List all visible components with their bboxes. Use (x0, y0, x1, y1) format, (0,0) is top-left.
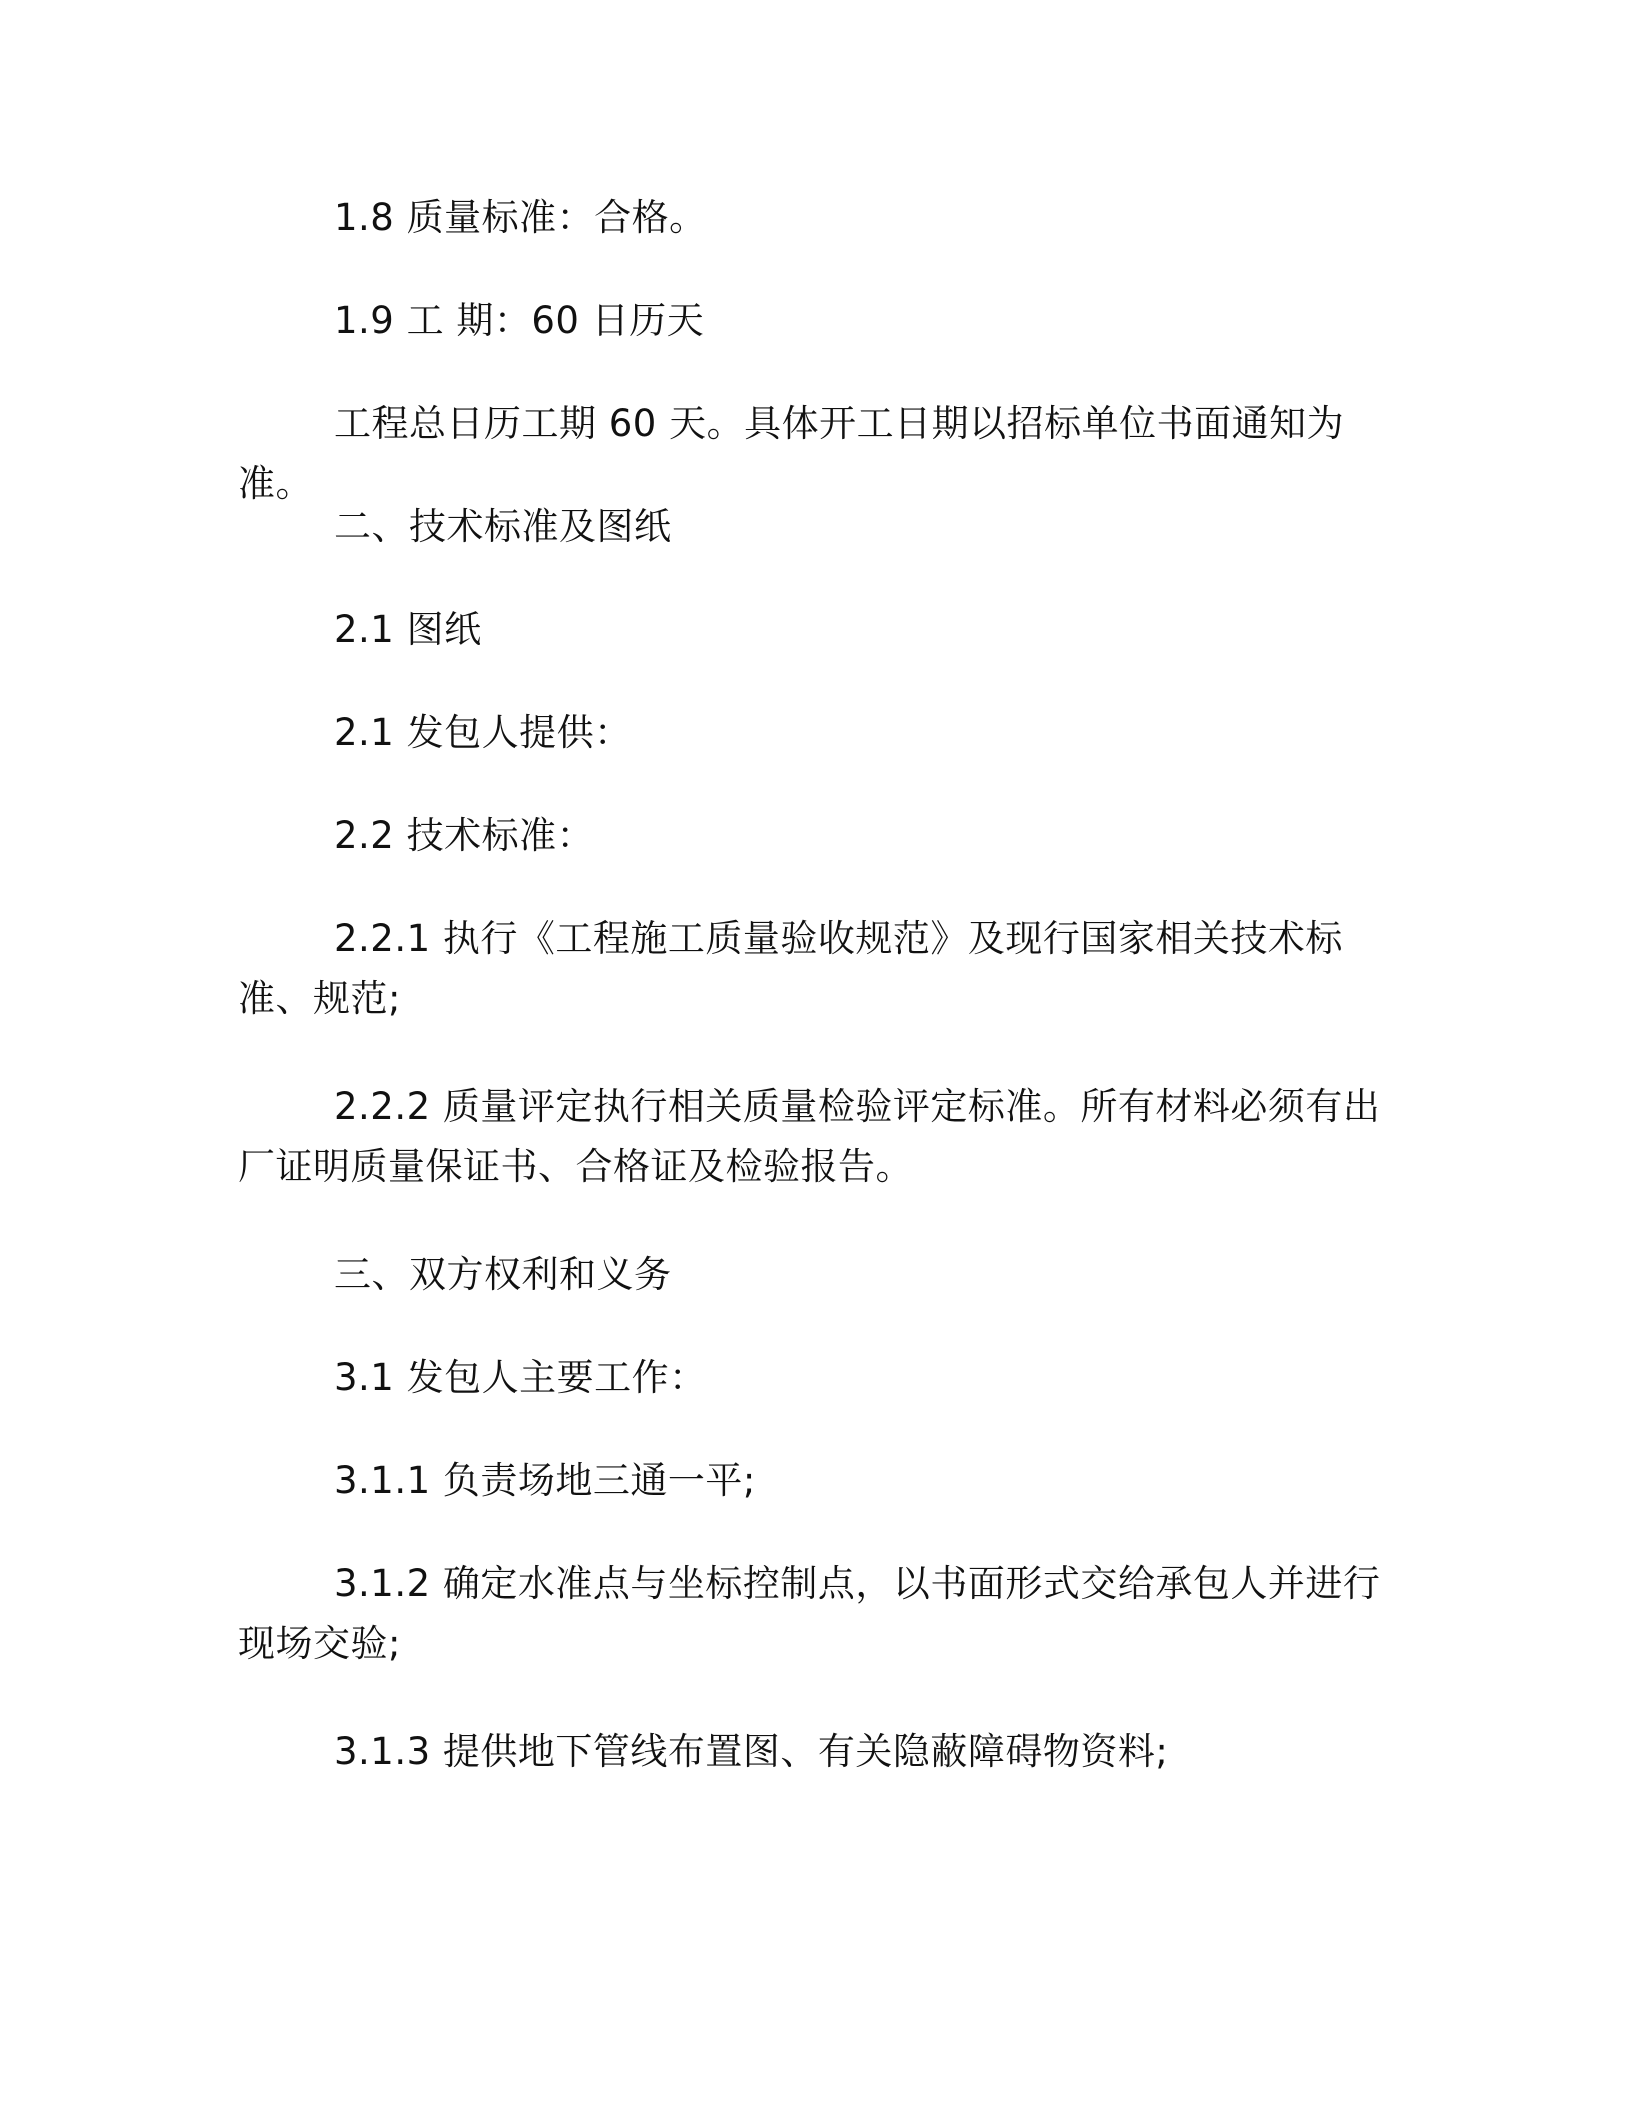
paragraph-3-1-1: 3.1.1 负责场地三通一平; (334, 1459, 756, 1502)
paragraph-employer-provides: 2.1 发包人提供： (334, 711, 632, 754)
paragraph-total-duration: 工程总日历工期 60 天。具体开工日期以招标单位书面通知为准。 (238, 402, 1345, 505)
paragraph-2-2-1: 2.2.1 执行《工程施工质量验收规范》及现行国家相关技术标准、规范; (238, 917, 1343, 1020)
section-heading-technical-standards: 二、技术标准及图纸 (334, 505, 672, 548)
paragraph-3-1-2: 3.1.2 确定水准点与坐标控制点，以书面形式交给承包人并进行现场交验; (238, 1562, 1381, 1665)
paragraph-duration: 1.9 工 期：60 日历天 (334, 299, 705, 342)
paragraph-2-2-2: 2.2.2 质量评定执行相关质量检验评定标准。所有材料必须有出厂证明质量保证书、合格证及检验报告。 (238, 1085, 1381, 1188)
paragraph-quality-standard: 1.8 质量标准：合格。 (334, 196, 707, 239)
paragraph-3-1-3: 3.1.3 提供地下管线布置图、有关隐蔽障碍物资料; (334, 1730, 1169, 1773)
paragraph-technical-standard: 2.2 技术标准： (334, 814, 595, 857)
paragraph-3-1: 3.1 发包人主要工作： (334, 1356, 707, 1399)
section-heading-rights-obligations: 三、双方权利和义务 (334, 1253, 672, 1296)
paragraph-drawings: 2.1 图纸 (334, 608, 482, 651)
